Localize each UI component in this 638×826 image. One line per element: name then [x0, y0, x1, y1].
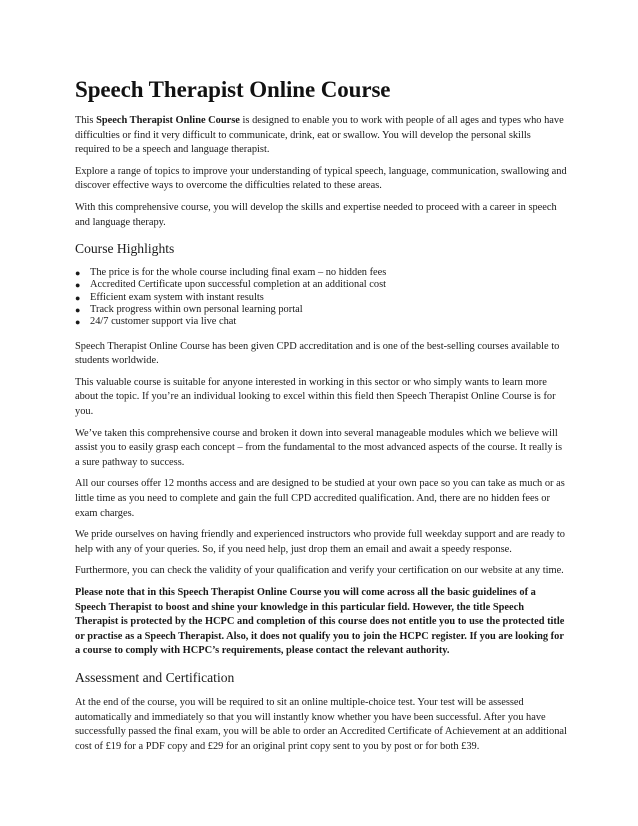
- list-item: ● Accredited Certificate upon successful completion at an additional cost: [75, 279, 387, 291]
- intro-paragraph-3: With this comprehensive course, you will develop the skills and expertise needed to proceed with a career in speech and language therapy.: [75, 201, 557, 228]
- body-paragraph-2: This valuable course is suitable for anyone interested in working in this sector or who simply wants to learn more about the topic. If you’re an individual looking to excel within this field then Speech Therapist Online Course is for you.: [75, 376, 556, 418]
- highlights-list: [75, 267, 567, 328]
- intro-prefix: This: [75, 115, 97, 126]
- bullet-icon: ●: [75, 317, 81, 328]
- document-page: [75, 76, 567, 761]
- bullet-icon: ●: [75, 292, 81, 303]
- bullet-icon: ●: [75, 268, 81, 279]
- intro-rest: is designed to enable you to work with people of all ages and types who have difficulties or find it very difficult to communicate, drink, eat or swallow. You will develop the personal skills required to be a speech and language therapist.: [75, 115, 564, 156]
- body-paragraph-1: Speech Therapist Online Course has been given CPD accreditation and is one of the best-selling courses available to students worldwide.: [75, 340, 560, 367]
- course-name-bold: Speech Therapist Online Course: [96, 115, 240, 126]
- body-paragraph-4: All our courses offer 12 months access and are designed to be studied at your own pace so you can take as much or as little time as you need to complete and gain the full CPD accredited qualification. And, there are no hidden fees or exam charges.: [75, 478, 565, 519]
- highlights-heading: Course Highlights: [75, 241, 175, 257]
- body-paragraph-6: Furthermore, you can check the validity of your qualification and verify your certification on our website at any time.: [75, 565, 564, 577]
- intro-paragraph-1: [75, 114, 567, 158]
- list-item: ● Track progress within own personal learning portal: [75, 304, 303, 316]
- list-item: ● The price is for the whole course including final exam – no hidden fees: [75, 267, 387, 279]
- hcpc-notice: Please note that in this Speech Therapist Online Course you will come across all the basic guidelines of a Speech Therapist to boost and shine your knowledge in this particular field. However, the title Speech Therapist is protected by the HCPC and completion of this course does not entitle you to use the protected title or practise as a Speech Therapist. Also, it does not qualify you to join the HCPC register. If you are looking for a course to comply with HCPC’s requirements, please contact the relevant authority.: [75, 586, 565, 657]
- body-paragraph-5: We pride ourselves on having friendly and experienced instructors who provide full weekday support and are ready to help with any of your queries. So, if you need help, just drop them an email and await a speedy response.: [75, 529, 565, 555]
- assessment-paragraph: At the end of the course, you will be required to sit an online multiple-choice test. Your test will be assessed automatically and immediately so that you will instantly know whether you have been successful. After you have successfully passed the final exam, you will be able to order an Accredited Certificate of Achievement at an additional cost of £19 for a PDF copy and £29 for an original print copy sent to you by post or for both £39.: [75, 696, 567, 752]
- list-item: ● 24/7 customer support via live chat: [75, 316, 237, 328]
- body-paragraph-3: We’ve taken this comprehensive course and broken it down into several manageable modules which we believe will assist you to easily grasp each concept – from the fundamental to the most advanced aspects of the course. It really is a sure pathway to success.: [75, 427, 563, 468]
- bullet-icon: ●: [75, 305, 81, 316]
- intro-paragraph-2: Explore a range of topics to improve your understanding of typical speech, language, communication, swallowing and discover effective ways to overcome the difficulties related to these areas.: [75, 165, 567, 192]
- assessment-heading: Assessment and Certification: [75, 669, 235, 685]
- bullet-icon: ●: [75, 280, 81, 291]
- page-title: Speech Therapist Online Course: [75, 77, 391, 102]
- list-item: ● Efficient exam system with instant results: [75, 291, 264, 303]
